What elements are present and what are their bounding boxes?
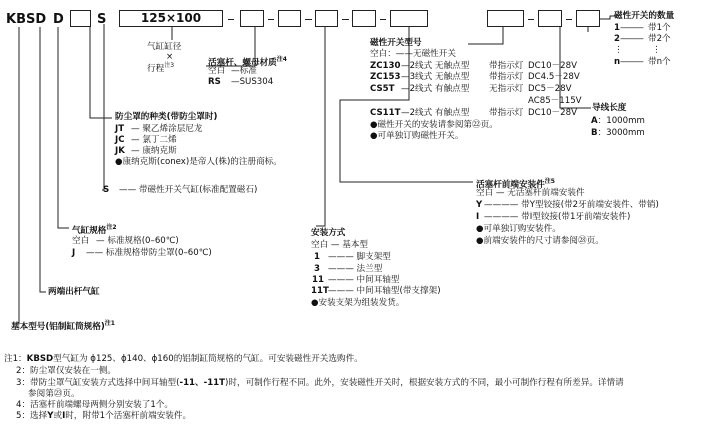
spec-val-1: — 标准规格(0–60℃) xyxy=(96,236,179,246)
switch-lamp-1: 带指示灯 xyxy=(489,61,524,71)
rod-row-1: 空白 — 无活塞杆前端安装件 xyxy=(476,188,585,198)
switch-lamp-3: 无指示灯 xyxy=(489,84,524,94)
material-key-2: RS xyxy=(208,77,221,87)
switch-volt-3b: AC85－115V xyxy=(528,96,582,106)
switch-key-4: CS11T xyxy=(370,108,401,118)
count-code-box xyxy=(576,10,600,27)
switch-volt-2: DC4.5－28V xyxy=(528,72,580,82)
rod-val-2: ———— 带Y型铰接(带2牙前端安装件、带销) xyxy=(484,200,659,210)
rod-note-1: ●可单独订购安装件。 xyxy=(476,224,561,234)
dash xyxy=(566,19,572,20)
mount-key-2: 1 xyxy=(314,252,320,262)
rod-key-2: Y xyxy=(476,200,483,210)
material-title: 活塞杆、螺母材质$^{注4}$ xyxy=(208,56,287,68)
footnote-2: 2：防尘罩仅安装在一侧。 xyxy=(16,366,116,376)
rod-val-3: ———— 带I型铰接(带1牙前端安装件) xyxy=(484,212,631,222)
switch-volt-4: DC10－28V xyxy=(528,108,577,118)
footnote-4: 4：活塞杆前端螺母两侧分别安装了1个。 xyxy=(16,400,174,410)
model-d: D xyxy=(53,12,64,27)
switch-code-box xyxy=(487,10,524,27)
rod-note-2: ●前端安装件的尺寸请参阅㉘页。 xyxy=(476,236,604,246)
boot-note: ●康纳克斯(conex)是帝人(株)的注册商标。 xyxy=(115,157,282,167)
mount-title: 安装方式 xyxy=(311,228,346,238)
mount-code-box xyxy=(315,10,338,27)
s-key: S xyxy=(103,185,110,195)
switch-lamp-4: 带指示灯 xyxy=(489,108,524,118)
mount-note: ●安装支架为组装发货。 xyxy=(311,298,405,308)
count-key-4: n xyxy=(614,57,621,67)
model-prefix: KBSD xyxy=(6,12,47,27)
spec-code-box xyxy=(278,10,301,27)
material-key-1: 空白 xyxy=(208,66,226,76)
dash xyxy=(305,19,312,20)
boot-val-3: — 康纳克斯 xyxy=(131,146,177,156)
boot-key-1: JT xyxy=(115,124,125,134)
boot-title: 防尘罩的种类(带防尘罩时) xyxy=(115,112,218,122)
mount-key-5: 11T xyxy=(311,286,329,296)
count-val-1: 带1个 xyxy=(648,23,671,33)
switch-type-4: —2线式 有触点型 xyxy=(401,108,470,118)
dash xyxy=(268,19,274,20)
switch-volt-3: DC5－28V xyxy=(528,84,572,94)
rod-key-3: I xyxy=(476,212,480,222)
dash xyxy=(342,19,349,20)
stroke-label: 行程$^{注3}$ xyxy=(147,62,175,74)
count-val-2: 带2个 xyxy=(648,34,671,44)
lead-row-2: B：3000mm xyxy=(591,128,645,138)
switch-note-1: ●磁性开关的安装请参阅第㉒页。 xyxy=(370,120,498,130)
count-title: 磁性开关的数量 xyxy=(614,11,675,21)
boot-key-3: JK xyxy=(115,146,125,156)
lead-row-1: A：1000mm xyxy=(591,116,645,126)
count-val-4: 带n个 xyxy=(648,57,671,67)
bore-label: 气缸缸径 xyxy=(147,42,182,52)
switch-key-3: CS5T xyxy=(370,84,395,94)
switch-key-1: ZC130 xyxy=(370,61,401,71)
s-val: —— 带磁性开关气缸(标准配置磁石) xyxy=(119,185,258,195)
dash xyxy=(228,19,234,20)
model-s: S xyxy=(97,12,107,27)
switch-title: 磁性开关型号 xyxy=(370,38,422,48)
spec-title: 气缸规格$^{注2}$ xyxy=(72,224,117,236)
mount-key-4: 11 xyxy=(312,275,324,285)
switch-type-2: —3线式 无触点型 xyxy=(401,72,470,82)
rod-title: 活塞杆前端安装件$^{注5}$ xyxy=(476,178,555,190)
material-val-1: —标准 xyxy=(231,66,257,76)
footnote-3: 3：带防尘罩气缸安装方式选择中间耳轴型(-11、-11T)时，可制作行程不同。此外，安装磁性开关时，根据安装方式的不同，最小可制作行程有所差异。详情请 xyxy=(16,378,624,388)
count-val-3: ⋮ xyxy=(652,45,661,55)
footnote-1: 注1：KBSD型气缸为 ϕ125、ϕ140、ϕ160的铝制缸筒规格的气缸。可安装磁性开关选购件。 xyxy=(4,354,363,364)
blank-code-box xyxy=(352,10,376,27)
footnote-5: 5：选择Y或I时，附带1个活塞杆前端安装件。 xyxy=(16,411,192,421)
count-key-3: ⋮ xyxy=(614,45,623,55)
mount-val-5: ——— 中间耳轴型(带支撑架) xyxy=(328,286,441,296)
bore-times: × xyxy=(166,52,174,62)
count-key-2: 2 xyxy=(614,34,620,44)
spec-val-2: —— 标准规格带防尘罩(0–60℃) xyxy=(86,248,212,258)
dash xyxy=(528,19,534,20)
rod-end-code-box xyxy=(390,10,428,27)
switch-key-2: ZC153 xyxy=(370,72,401,82)
mount-key-3: 3 xyxy=(314,264,320,274)
mount-row-1: 空白 — 基本型 xyxy=(311,240,369,250)
material-val-2: —SUS304 xyxy=(231,77,274,87)
boot-key-2: JC xyxy=(115,135,125,145)
switch-lamp-2: 带指示灯 xyxy=(489,72,524,82)
double-rod-label: 两端出杆气缸 xyxy=(48,287,100,297)
mount-val-3: ——— 法兰型 xyxy=(328,264,383,274)
footnote-3b: 参阅第㉓页。 xyxy=(28,389,80,399)
basic-title: 基本型号(铝制缸筒规格)$^{注1}$ xyxy=(11,320,115,332)
dash xyxy=(380,19,386,20)
lead-code-box xyxy=(538,10,562,27)
switch-blank: 空白：——无磁性开关 xyxy=(370,49,456,59)
boot-val-2: — 氯丁二烯 xyxy=(131,135,177,145)
count-key-1: 1 xyxy=(614,23,620,33)
switch-type-3: —2线式 有触点型 xyxy=(401,84,470,94)
lead-title: 导线长度 xyxy=(592,103,627,113)
spec-key-2: J xyxy=(72,248,76,258)
bore-stroke-box: 125×100 xyxy=(119,10,223,27)
material-code-box xyxy=(240,10,264,27)
switch-volt-1: DC10－28V xyxy=(528,61,577,71)
mount-val-4: ——— 中间耳轴型 xyxy=(328,275,400,285)
boot-val-1: — 聚乙烯涂层尼龙 xyxy=(131,124,203,134)
boot-code-box xyxy=(70,10,91,27)
switch-type-1: —2线式 无触点型 xyxy=(401,61,470,71)
mount-val-2: ——— 脚支架型 xyxy=(328,252,391,262)
spec-key-1: 空白 xyxy=(72,236,90,246)
switch-note-2: ●可单独订购磁性开关。 xyxy=(370,131,464,141)
